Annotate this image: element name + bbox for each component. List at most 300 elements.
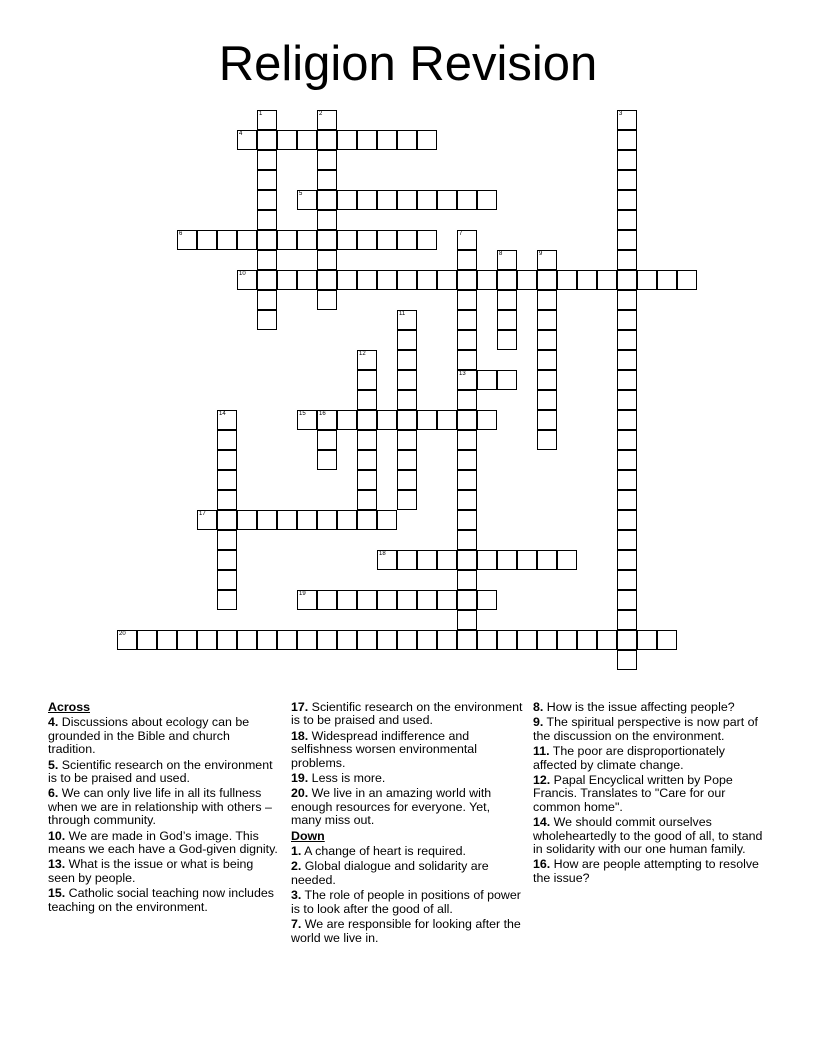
grid-cell[interactable] (617, 570, 637, 590)
grid-cell[interactable] (617, 290, 637, 310)
clue-label: 15. (48, 886, 66, 901)
grid-cell[interactable] (217, 410, 237, 430)
grid-cell[interactable] (257, 110, 277, 130)
grid-cell[interactable] (377, 410, 397, 430)
down-clue-1 (291, 845, 523, 858)
grid-cell[interactable] (317, 150, 337, 170)
grid-cell[interactable] (617, 170, 637, 190)
clue-number: 12 (359, 351, 366, 357)
clue-label: 4. (48, 715, 59, 730)
grid-cell[interactable] (217, 510, 237, 530)
grid-cell[interactable] (277, 230, 297, 250)
grid-cell[interactable] (677, 270, 697, 290)
grid-cell[interactable] (437, 270, 457, 290)
grid-cell[interactable] (457, 430, 477, 450)
down-clue-2 (291, 860, 523, 887)
grid-cell[interactable] (137, 630, 157, 650)
grid-cell[interactable] (397, 590, 417, 610)
grid-cell[interactable] (297, 590, 317, 610)
grid-cell[interactable] (617, 590, 637, 610)
grid-cell[interactable] (317, 430, 337, 450)
grid-cell[interactable] (277, 270, 297, 290)
grid-cell[interactable] (457, 390, 477, 410)
grid-cell[interactable] (477, 370, 497, 390)
grid-cell[interactable] (617, 350, 637, 370)
clue-text: How are people attempting to resolve the issue? (533, 857, 759, 885)
grid-cell[interactable] (657, 270, 677, 290)
grid-cell[interactable] (397, 350, 417, 370)
grid-cell[interactable] (297, 410, 317, 430)
clue-text: What is the issue or what is being seen by people. (48, 857, 254, 885)
grid-cell[interactable] (457, 450, 477, 470)
clue-number: 15 (299, 411, 306, 417)
grid-cell[interactable] (217, 570, 237, 590)
grid-cell[interactable] (357, 190, 377, 210)
grid-cell[interactable] (417, 130, 437, 150)
grid-cell[interactable] (457, 370, 477, 390)
grid-cell[interactable] (497, 630, 517, 650)
grid-cell[interactable] (457, 230, 477, 250)
grid-cell[interactable] (357, 590, 377, 610)
grid-cell[interactable] (317, 290, 337, 310)
grid-cell[interactable] (377, 130, 397, 150)
grid-cell[interactable] (357, 410, 377, 430)
grid-cell[interactable] (397, 130, 417, 150)
grid-cell[interactable] (457, 290, 477, 310)
grid-cell[interactable] (397, 630, 417, 650)
grid-cell[interactable] (297, 630, 317, 650)
grid-cell[interactable] (397, 230, 417, 250)
grid-cell[interactable] (437, 630, 457, 650)
grid-cell[interactable] (617, 270, 637, 290)
down-clue-16 (533, 858, 765, 885)
grid-cell[interactable] (397, 550, 417, 570)
grid-cell[interactable] (257, 150, 277, 170)
grid-cell[interactable] (517, 630, 537, 650)
grid-cell[interactable] (617, 650, 637, 670)
grid-cell[interactable] (617, 150, 637, 170)
clue-text: We can only live life in all its fullness when we are in relationship with others – through community. (48, 786, 272, 828)
grid-cell[interactable] (357, 630, 377, 650)
grid-cell[interactable] (617, 610, 637, 630)
grid-cell[interactable] (397, 430, 417, 450)
clue-text: We live in an amazing world with enough resources for everyone. Yet, many miss out. (291, 786, 492, 828)
clue-label: 2. (291, 859, 302, 874)
grid-cell[interactable] (417, 410, 437, 430)
grid-cell[interactable] (377, 630, 397, 650)
grid-cell[interactable] (237, 130, 257, 150)
clue-number: 3 (619, 111, 623, 117)
grid-cell[interactable] (557, 550, 577, 570)
grid-cell[interactable] (577, 270, 597, 290)
grid-cell[interactable] (257, 510, 277, 530)
grid-cell[interactable] (417, 550, 437, 570)
grid-cell[interactable] (457, 490, 477, 510)
grid-cell[interactable] (457, 550, 477, 570)
grid-cell[interactable] (257, 170, 277, 190)
grid-cell[interactable] (617, 450, 637, 470)
grid-cell[interactable] (457, 190, 477, 210)
clue-label: 19. (291, 771, 309, 786)
clue-number: 5 (299, 191, 303, 197)
grid-cell[interactable] (617, 430, 637, 450)
grid-cell[interactable] (217, 230, 237, 250)
clue-text: Scientific research on the environment is to be praised and used. (48, 757, 273, 786)
grid-cell[interactable] (217, 530, 237, 550)
grid-cell[interactable] (537, 430, 557, 450)
grid-cell[interactable] (537, 310, 557, 330)
grid-cell[interactable] (337, 630, 357, 650)
clue-text: We are made in God’s image. This means we each have a God-given dignity. (48, 828, 278, 857)
grid-cell[interactable] (537, 550, 557, 570)
clue-column-2 (291, 701, 523, 947)
grid-cell[interactable] (217, 590, 237, 610)
across-clue-19 (291, 772, 523, 785)
grid-cell[interactable] (617, 230, 637, 250)
clue-text: The spiritual perspective is now part of the discussion on the environment. (533, 715, 758, 743)
clue-label: 11. (533, 744, 550, 759)
clue-number: 17 (199, 511, 206, 517)
grid-cell[interactable] (417, 190, 437, 210)
grid-cell[interactable] (457, 250, 477, 270)
grid-cell[interactable] (197, 230, 217, 250)
grid-cell[interactable] (357, 490, 377, 510)
grid-cell[interactable] (417, 630, 437, 650)
grid-cell[interactable] (477, 270, 497, 290)
grid-cell[interactable] (257, 230, 277, 250)
clue-label: 6. (48, 786, 59, 801)
grid-cell[interactable] (537, 330, 557, 350)
grid-cell[interactable] (617, 490, 637, 510)
grid-cell[interactable] (297, 130, 317, 150)
grid-cell[interactable] (617, 390, 637, 410)
grid-cell[interactable] (317, 510, 337, 530)
clue-column-3 (533, 701, 765, 887)
grid-cell[interactable] (317, 270, 337, 290)
grid-cell[interactable] (317, 230, 337, 250)
clue-text: A change of heart is required. (301, 844, 466, 859)
grid-cell[interactable] (397, 370, 417, 390)
grid-cell[interactable] (457, 330, 477, 350)
clue-text: Discussions about ecology can be grounded in the Bible and church tradition. (48, 715, 250, 757)
grid-cell[interactable] (457, 530, 477, 550)
grid-cell[interactable] (457, 310, 477, 330)
grid-cell[interactable] (397, 390, 417, 410)
across-clue-10 (48, 830, 280, 857)
grid-cell[interactable] (477, 550, 497, 570)
grid-cell[interactable] (257, 290, 277, 310)
grid-cell[interactable] (497, 310, 517, 330)
clue-label: 8. (533, 700, 544, 714)
grid-cell[interactable] (597, 270, 617, 290)
puzzle-title: Religion Revision (218, 37, 598, 91)
grid-cell[interactable] (357, 470, 377, 490)
clue-number: 1 (259, 111, 263, 117)
grid-cell[interactable] (437, 410, 457, 430)
clue-text: Scientific research on the environment is to be praised and used. (291, 700, 523, 728)
clue-text: The poor are disproportionately affected by climate change. (533, 744, 725, 772)
grid-cell[interactable] (377, 590, 397, 610)
clue-number: 8 (499, 251, 503, 257)
clue-number: 2 (319, 111, 323, 117)
grid-cell[interactable] (637, 630, 657, 650)
down-clue-14 (533, 816, 765, 856)
grid-cell[interactable] (477, 190, 497, 210)
grid-cell[interactable] (317, 130, 337, 150)
clue-label: 5. (48, 757, 59, 772)
grid-cell[interactable] (537, 410, 557, 430)
grid-cell[interactable] (317, 450, 337, 470)
down-clue-7 (291, 918, 523, 945)
across-heading: Across (48, 700, 91, 714)
grid-cell[interactable] (357, 350, 377, 370)
down-clue-12 (533, 774, 765, 814)
clue-column-1 (48, 701, 280, 916)
clue-text: The role of people in positions of power is to look after the good of all. (291, 888, 521, 916)
grid-cell[interactable] (217, 430, 237, 450)
grid-cell[interactable] (197, 630, 217, 650)
grid-cell[interactable] (537, 630, 557, 650)
grid-cell[interactable] (317, 210, 337, 230)
grid-cell[interactable] (237, 630, 257, 650)
grid-cell[interactable] (617, 110, 637, 130)
clue-number: 9 (539, 251, 543, 257)
grid-cell[interactable] (297, 270, 317, 290)
grid-cell[interactable] (497, 250, 517, 270)
grid-cell[interactable] (337, 590, 357, 610)
clue-text: We should commit ourselves wholeheartedly to the good of all, to stand in solidarity with our one human family. (533, 815, 763, 857)
grid-cell[interactable] (237, 510, 257, 530)
grid-cell[interactable] (257, 310, 277, 330)
clue-text: Catholic social teaching now includes teaching on the environment. (48, 886, 274, 914)
clue-label: 18. (291, 728, 309, 743)
clue-number: 14 (219, 411, 226, 417)
grid-cell[interactable] (337, 190, 357, 210)
grid-cell[interactable] (477, 410, 497, 430)
grid-cell[interactable] (357, 130, 377, 150)
clue-number: 19 (299, 591, 306, 597)
down-heading: Down (291, 828, 325, 843)
grid-cell[interactable] (617, 310, 637, 330)
grid-cell[interactable] (497, 370, 517, 390)
clue-text: Global dialogue and solidarity are needed. (291, 859, 489, 887)
clue-text: We are responsible for looking after the world we live in. (291, 917, 521, 945)
grid-cell[interactable] (217, 470, 237, 490)
grid-cell[interactable] (277, 630, 297, 650)
grid-cell[interactable] (517, 550, 537, 570)
grid-cell[interactable] (257, 130, 277, 150)
grid-cell[interactable] (297, 230, 317, 250)
grid-cell[interactable] (577, 630, 597, 650)
grid-cell[interactable] (457, 410, 477, 430)
grid-cell[interactable] (617, 530, 637, 550)
grid-cell[interactable] (337, 230, 357, 250)
clue-number: 4 (239, 131, 243, 137)
grid-cell[interactable] (357, 450, 377, 470)
grid-cell[interactable] (257, 210, 277, 230)
grid-cell[interactable] (357, 230, 377, 250)
grid-cell[interactable] (537, 350, 557, 370)
grid-cell[interactable] (477, 590, 497, 610)
across-clue-4 (48, 716, 280, 756)
grid-cell[interactable] (457, 630, 477, 650)
grid-cell[interactable] (417, 590, 437, 610)
across-clue-20 (291, 787, 523, 827)
grid-cell[interactable] (437, 190, 457, 210)
clue-text: Less is more. (308, 771, 386, 786)
grid-cell[interactable] (617, 370, 637, 390)
grid-cell[interactable] (357, 270, 377, 290)
clue-number: 20 (119, 631, 126, 637)
grid-cell[interactable] (537, 290, 557, 310)
across-clue-5 (48, 759, 280, 786)
grid-cell[interactable] (597, 630, 617, 650)
grid-cell[interactable] (537, 250, 557, 270)
grid-cell[interactable] (537, 390, 557, 410)
grid-cell[interactable] (157, 630, 177, 650)
grid-cell[interactable] (377, 190, 397, 210)
grid-cell[interactable] (517, 270, 537, 290)
across-clue-6 (48, 787, 280, 827)
grid-cell[interactable] (557, 630, 577, 650)
grid-cell[interactable] (217, 490, 237, 510)
grid-cell[interactable] (397, 310, 417, 330)
grid-cell[interactable] (317, 250, 337, 270)
grid-cell[interactable] (537, 370, 557, 390)
grid-cell[interactable] (257, 270, 277, 290)
grid-cell[interactable] (117, 630, 137, 650)
grid-cell[interactable] (617, 470, 637, 490)
grid-cell[interactable] (257, 190, 277, 210)
grid-cell[interactable] (397, 450, 417, 470)
clue-text: How is the issue affecting people? (543, 700, 735, 714)
grid-cell[interactable] (277, 130, 297, 150)
grid-cell[interactable] (177, 630, 197, 650)
grid-cell[interactable] (377, 270, 397, 290)
clue-number: 18 (379, 551, 386, 557)
grid-cell[interactable] (297, 190, 317, 210)
grid-cell[interactable] (457, 350, 477, 370)
grid-cell[interactable] (317, 410, 337, 430)
grid-cell[interactable] (457, 270, 477, 290)
grid-cell[interactable] (317, 630, 337, 650)
grid-cell[interactable] (337, 510, 357, 530)
across-clue-18 (291, 730, 523, 770)
grid-cell[interactable] (417, 230, 437, 250)
grid-cell[interactable] (357, 430, 377, 450)
grid-cell[interactable] (537, 270, 557, 290)
clue-label: 20. (291, 786, 309, 801)
grid-cell[interactable] (497, 290, 517, 310)
grid-cell[interactable] (457, 570, 477, 590)
grid-cell[interactable] (397, 190, 417, 210)
grid-cell[interactable] (357, 370, 377, 390)
down-clue-11 (533, 745, 765, 772)
grid-cell[interactable] (357, 390, 377, 410)
grid-cell[interactable] (337, 270, 357, 290)
clue-number: 13 (459, 371, 466, 377)
grid-cell[interactable] (217, 630, 237, 650)
grid-cell[interactable] (277, 510, 297, 530)
grid-cell[interactable] (257, 630, 277, 650)
grid-cell[interactable] (377, 510, 397, 530)
grid-cell[interactable] (317, 590, 337, 610)
clue-label: 16. (533, 857, 551, 872)
grid-cell[interactable] (317, 190, 337, 210)
grid-cell[interactable] (397, 330, 417, 350)
grid-cell[interactable] (377, 230, 397, 250)
grid-cell[interactable] (217, 450, 237, 470)
clue-number: 11 (399, 311, 406, 317)
grid-cell[interactable] (617, 130, 637, 150)
grid-cell[interactable] (457, 590, 477, 610)
grid-cell[interactable] (437, 590, 457, 610)
clue-label: 9. (533, 715, 544, 730)
clue-label: 7. (291, 917, 302, 932)
grid-cell[interactable] (617, 330, 637, 350)
grid-cell[interactable] (417, 270, 437, 290)
clue-label: 1. (291, 844, 302, 859)
grid-cell[interactable] (397, 410, 417, 430)
grid-cell[interactable] (497, 550, 517, 570)
grid-cell[interactable] (457, 470, 477, 490)
clue-label: 17. (291, 700, 309, 714)
clue-number: 6 (179, 231, 183, 237)
grid-cell[interactable] (617, 630, 637, 650)
grid-cell[interactable] (617, 410, 637, 430)
grid-cell[interactable] (237, 230, 257, 250)
down-clue-8 (533, 701, 765, 714)
grid-cell[interactable] (637, 270, 657, 290)
grid-cell[interactable] (297, 510, 317, 530)
grid-cell[interactable] (557, 270, 577, 290)
grid-cell[interactable] (397, 490, 417, 510)
grid-cell[interactable] (617, 210, 637, 230)
grid-cell[interactable] (357, 510, 377, 530)
grid-cell[interactable] (317, 110, 337, 130)
grid-cell[interactable] (497, 330, 517, 350)
clue-text: Widespread indifference and selfishness worsen environmental problems. (291, 728, 477, 770)
grid-cell[interactable] (177, 230, 197, 250)
clue-number: 7 (459, 231, 463, 237)
grid-cell[interactable] (397, 270, 417, 290)
clue-label: 3. (291, 888, 302, 903)
grid-cell[interactable] (257, 250, 277, 270)
clue-number: 10 (239, 271, 246, 277)
grid-cell[interactable] (337, 130, 357, 150)
grid-cell[interactable] (397, 470, 417, 490)
clue-label: 10. (48, 828, 66, 843)
grid-cell[interactable] (437, 550, 457, 570)
grid-cell[interactable] (477, 630, 497, 650)
grid-cell[interactable] (217, 550, 237, 570)
grid-cell[interactable] (377, 550, 397, 570)
grid-cell[interactable] (617, 510, 637, 530)
grid-cell[interactable] (317, 170, 337, 190)
grid-cell[interactable] (197, 510, 217, 530)
across-clue-17 (291, 701, 523, 728)
grid-cell[interactable] (617, 190, 637, 210)
grid-cell[interactable] (617, 550, 637, 570)
grid-cell[interactable] (457, 510, 477, 530)
grid-cell[interactable] (237, 270, 257, 290)
grid-cell[interactable] (337, 410, 357, 430)
grid-cell[interactable] (497, 270, 517, 290)
grid-cell[interactable] (457, 610, 477, 630)
grid-cell[interactable] (617, 250, 637, 270)
clue-text: Papal Encyclical written by Pope Francis. Translates to "Care for our common home". (533, 773, 733, 814)
grid-cell[interactable] (657, 630, 677, 650)
